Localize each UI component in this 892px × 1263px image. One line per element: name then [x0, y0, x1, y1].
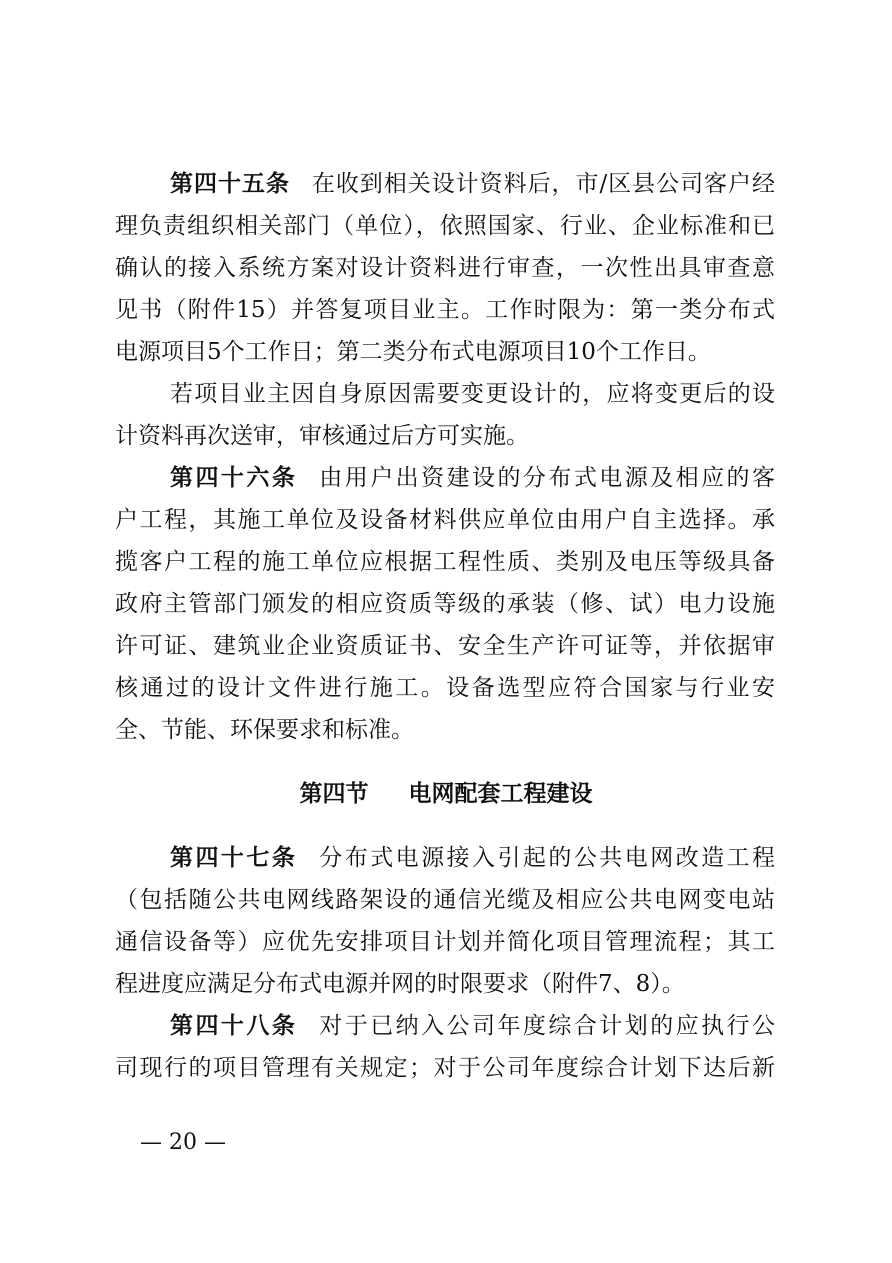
article-46-line-6: 核通过的设计文件进行施工。设备选型应符合国家与行业安	[115, 675, 775, 701]
article-45-label: 第四十五条	[170, 170, 290, 197]
article-45-para2-line-1: 若项目业主因自身原因需要变更设计的，应将变更后的设	[170, 381, 775, 407]
article-47-label: 第四十七条	[170, 844, 298, 871]
article-45-line-1: 第四十五条 在收到相关设计资料后，市/区县公司客户经	[170, 170, 775, 197]
section-number: 第四节	[299, 780, 369, 807]
article-46-line-1: 第四十六条 由用户出资建设的分布式电源及相应的客	[170, 464, 775, 491]
article-46-line-7: 全、节能、环保要求和标准。	[115, 717, 414, 743]
article-45-line-5: 电源项目5个工作日；第二类分布式电源项目10个工作日。	[115, 339, 711, 365]
article-47-line-2: （包括随公共电网线路架设的通信光缆及相应公共电网变电站	[115, 887, 775, 913]
section-title: 电网配套工程建设	[408, 780, 593, 807]
article-47-line-3: 通信设备等）应优先安排项目计划并简化项目管理流程；其工	[115, 929, 775, 955]
article-48-line-1: 第四十八条 对于已纳入公司年度综合计划的应执行公	[170, 1012, 775, 1039]
article-47-line-4: 程进度应满足分布式电源并网的时限要求（附件7、8）。	[115, 971, 685, 997]
article-48-label: 第四十八条	[170, 1012, 298, 1039]
article-48-line-2: 司现行的项目管理有关规定；对于公司年度综合计划下达后新	[115, 1055, 775, 1081]
article-46-line-5: 许可证、建筑业企业资质证书、安全生产许可证等，并依据审	[115, 633, 775, 659]
article-45-line-4: 见书（附件15）并答复项目业主。工作时限为：第一类分布式	[115, 297, 775, 323]
article-45-line-3: 确认的接入系统方案对设计资料进行审查，一次性出具审查意	[115, 255, 775, 281]
article-45-line-2: 理负责组织相关部门（单位），依照国家、行业、企业标准和已	[115, 213, 775, 239]
article-46-line-2: 户工程，其施工单位及设备材料供应单位由用户自主选择。承	[115, 507, 775, 533]
article-47-line-1: 第四十七条 分布式电源接入引起的公共电网改造工程	[170, 844, 775, 871]
article-46-line-3: 揽客户工程的施工单位应根据工程性质、类别及电压等级具备	[115, 549, 775, 575]
article-46-line-4: 政府主管部门颁发的相应资质等级的承装（修、试）电力设施	[115, 591, 775, 617]
page-number: — 20 —	[140, 1130, 226, 1155]
article-45-para2-line-2: 计资料再次送审，审核通过后方可实施。	[115, 423, 529, 449]
article-46-label: 第四十六条	[170, 464, 298, 491]
section-heading	[0, 773, 892, 815]
